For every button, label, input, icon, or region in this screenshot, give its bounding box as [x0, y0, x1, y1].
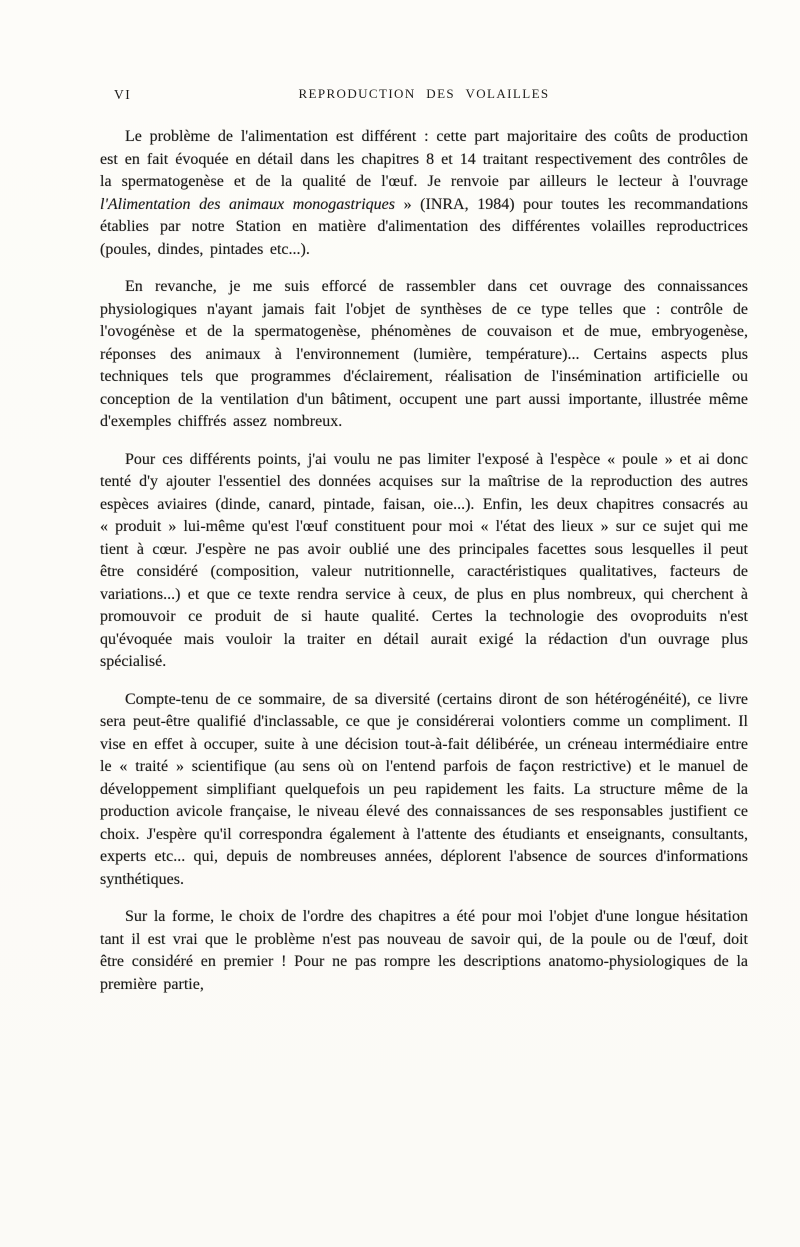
paragraph-alimentation [100, 126, 748, 261]
book-title-italic: l'Alimentation des animaux monogastriques [100, 195, 395, 213]
running-title: REPRODUCTION DES VOLAILLES [298, 86, 550, 101]
paragraph-sur-la-forme: Sur la forme, le choix de l'ordre des chapitres a été pour moi l'objet d'une longue hésitation tant il est vrai que le problème n'est pas nouveau de savoir qui, de la poule ou de l'œuf, doit être considéré en premier ! Pour ne pas rompre les descriptions anatomo-physiologiques de la première partie, [100, 908, 748, 993]
page-header [100, 86, 748, 104]
paragraph-compte-tenu: Compte-tenu de ce sommaire, de sa diversité (certains diront de son hétérogénéité), ce livre sera peut-être qualifié d'inclassable, ce que je considérerai volontiers comme un compliment. Il vise en effet à occuper, suite à une décision tout-à-fait délibérée, un créneau intermédiaire entre le « traité » scientifique (au sens où on l'entend parfois de façon restrictive) et le manuel de développement simplifiant quelquefois un peu rapidement les faits. La structure même de la production avicole française, le niveau élevé des connaissances de ses responsables justifient ce choix. J'espère qu'il correspondra également à l'attente des étudiants et enseignants, consultants, experts etc... qui, depuis de nombreuses années, déplorent l'absence de sources d'informations synthétiques. [100, 690, 748, 888]
paragraph-text: » (INRA, 1984) pour toutes les recommandations établies par notre Station en matière d'alimentation des différentes volailles reproductrices (poules, dindes, pintades etc...). [100, 195, 748, 258]
paragraph-text: Le problème de l'alimentation est différent : cette part majoritaire des coûts de production est en fait évoquée en détail dans les chapitres 8 et 14 traitant respectivement des contrôles de la spermatogenèse et de la qualité de l'œuf. Je renvoie par ailleurs le lecteur à l'ouvrage [100, 128, 748, 190]
page-text-block [100, 126, 748, 1011]
paragraph-connaissances: En revanche, je me suis efforcé de rassembler dans cet ouvrage des connaissances physiologiques n'ayant jamais fait l'objet de synthèses de ce type telles que : contrôle de l'ovogénèse et de la spermatogenèse, phénomènes de couvaison et de mue, embryogenèse, réponses des animaux à l'environnement (lumière, température)... Certains aspects plus techniques tels que programmes d'éclairement, réalisation de l'insémination artificielle ou conception de la ventilation d'un bâtiment, occupent une part aussi importante, illustrée même d'exemples chiffrés assez nombreux. [100, 278, 748, 430]
paragraph-especes-aviaires: Pour ces différents points, j'ai voulu ne pas limiter l'exposé à l'espèce « poule » et ai donc tenté d'y ajouter l'essentiel des données acquises sur la maîtrise de la reproduction des autres espèces aviaires (dinde, canard, pintade, faisan, oie...). Enfin, les deux chapitres consacrés au « produit » lui-même qu'est l'œuf constituent pour moi « l'état des lieux » sur ce sujet qui me tient à cœur. J'espère ne pas avoir oublié une des principales facettes sous lesquelles il peut être considéré (composition, valeur nutritionnelle, caractéristiques qualitatives, facteurs de variations...) et que ce texte rendra service à ceux, de plus en plus nombreux, qui cherchent à promouvoir ce produit de si haute qualité. Certes la technologie des ovoproduits n'est qu'évoquée mais vouloir la traiter en détail aurait exigé la rédaction d'un ouvrage plus spécialisé. [100, 450, 748, 670]
page-number: VI [114, 87, 132, 102]
